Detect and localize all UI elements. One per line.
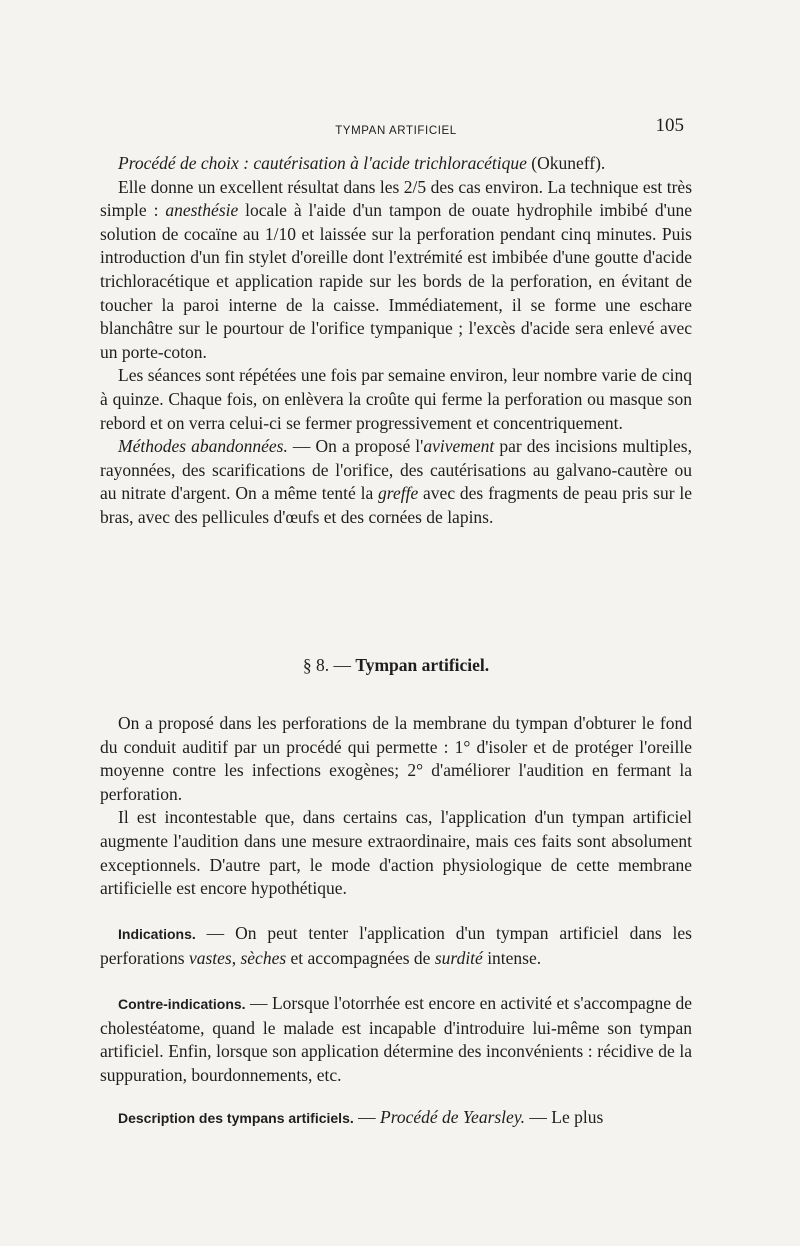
page-header	[100, 114, 692, 138]
paragraph: Les séances sont répétées une fois par semaine environ, leur nombre varie de cinq à quinze. Chaque fois, on enlèvera la croûte qui ferme la perforation ou masque son rebord et on verra celui-ci se fermer progressivement et concentriquement.	[100, 365, 692, 433]
paragraph	[100, 992, 692, 1087]
emphasis: greffe	[378, 483, 419, 504]
text: — On a proposé l'	[287, 436, 424, 457]
text: et accompagnées de	[286, 947, 435, 968]
paragraph	[100, 435, 692, 529]
section-title: Tympan artificiel.	[355, 655, 490, 675]
running-head: TYMPAN ARTIFICIEL	[335, 125, 457, 137]
subheading: Méthodes abandonnées.	[118, 436, 288, 457]
text-block-contre-indications	[100, 992, 692, 1087]
paragraph	[100, 922, 692, 970]
emphasis: surdité	[434, 947, 483, 968]
text: (Okuneff).	[526, 153, 606, 173]
paragraph	[100, 176, 692, 365]
text: — On peut tenter l'application d'un tympan artificiel dans les perforations	[100, 923, 692, 968]
subheading: Description des tympans artificiels.	[118, 1110, 354, 1126]
paragraph	[100, 1106, 692, 1131]
paragraph: Il est incontestable que, dans certains cas, l'application d'un tympan artificiel augmente l'audition dans une mesure extraordinaire, mais ces faits sont absolument exceptionnels. D'autre part, le mode d'action physiologique de cette membrane artificielle est encore hypothétique.	[100, 807, 692, 899]
emphasis: Procédé de Yearsley.	[380, 1107, 525, 1127]
text-block-cauterisation	[100, 152, 692, 530]
text: —	[353, 1107, 380, 1127]
section-number: § 8. —	[302, 655, 356, 675]
text-block-indications	[100, 922, 692, 970]
section-heading	[100, 654, 692, 678]
paragraph: On a proposé dans les perforations de la membrane du tympan d'obturer le fond du conduit auditif par un procédé qui permette : 1° d'isoler et de protéger l'oreille moyenne contre les infections exogènes; 2° d'améliorer l'audition en fermant la perforation.	[100, 713, 692, 804]
text-block-description	[100, 1106, 692, 1131]
text: — Lorsque l'otorrhée est encore en activité et s'accompagne de cholestéatome, quand le malade est incapable d'introduire lui-même son tympan artificiel. Enfin, lorsque son application détermine des inconvénients : récidive de la suppuration, bourdonnements, etc.	[100, 993, 692, 1085]
text: intense.	[482, 947, 542, 968]
subheading: Contre-indications.	[118, 996, 246, 1012]
emphasis: sèches	[240, 947, 287, 968]
paragraph	[100, 152, 692, 176]
subheading: Procédé de choix : cautérisation à l'acide trichloracétique	[118, 153, 527, 173]
text: — Le plus	[525, 1107, 604, 1127]
text: avec des fragments de peau pris sur le bras, avec des pellicules d'œufs et des cornées de lapins.	[100, 483, 692, 527]
text: par des incisions multiples, rayonnées, des scarifications de l'orifice, des cautérisations au galvano-cautère ou au nitrate d'argent. On a même tenté la	[100, 436, 692, 504]
emphasis: anesthésie	[165, 200, 239, 221]
subheading: Indications.	[118, 926, 196, 942]
emphasis: avivement	[423, 436, 495, 457]
text-block-intro	[100, 712, 692, 901]
text: Elle donne un excellent résultat dans les 2/5 des cas environ. La technique est très simple :	[100, 176, 692, 221]
text: locale à l'aide d'un tampon de ouate hydrophile imbibé d'une solution de cocaïne au 1/10 et laissée sur la perforation pendant cinq minutes. Puis introduction d'un fin stylet d'oreille dont l'extrémité est imbibée d'une goutte d'acide trichloracétique et application rapide sur les bords de la perforation, en évitant de toucher la paroi interne de la caisse. Immédiatement, il se forme une eschare blanchâtre sur le pourtour de l'orifice tympanique ; l'excès d'acide sera enlevé avec un porte-coton.	[100, 200, 693, 362]
emphasis: vastes	[188, 947, 232, 968]
text: ,	[231, 947, 241, 968]
page-number: 105	[655, 115, 684, 136]
